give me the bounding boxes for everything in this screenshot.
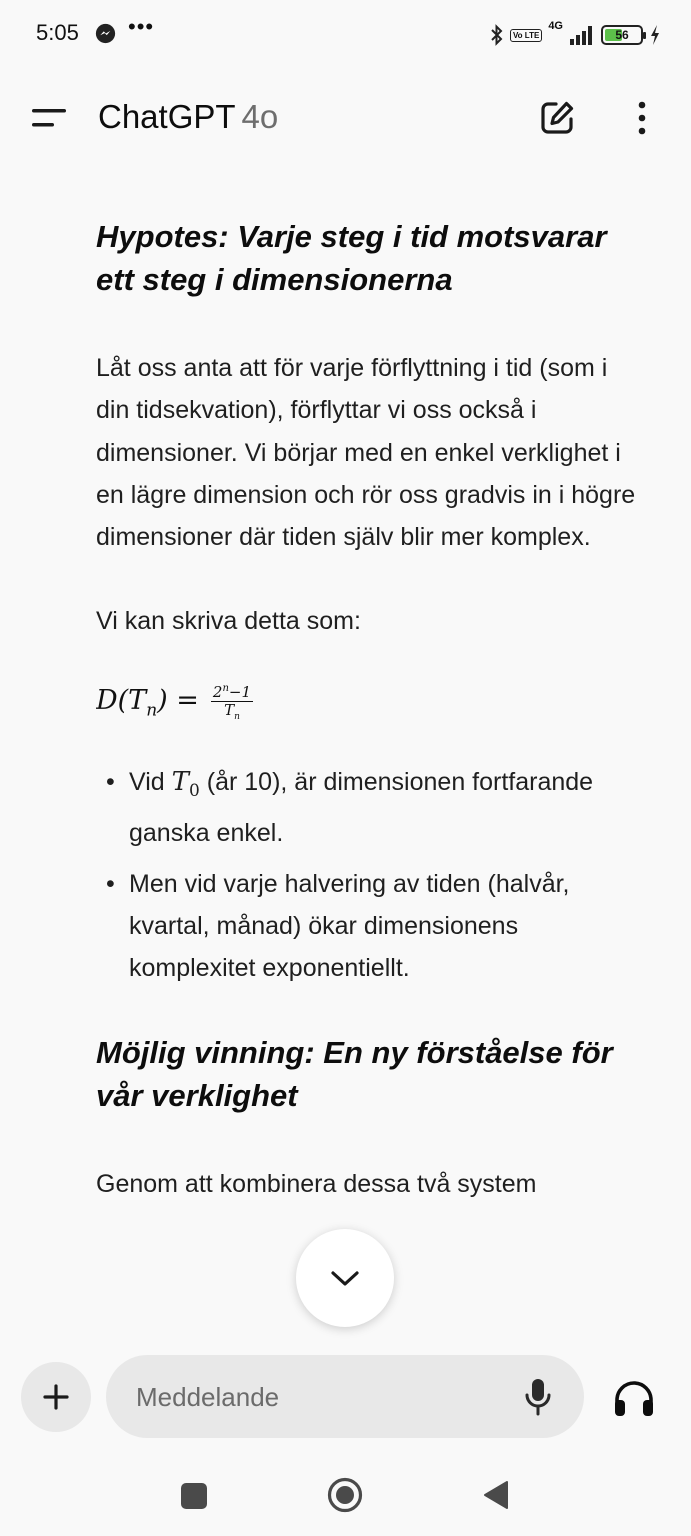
messenger-icon — [95, 23, 116, 44]
bullet-list — [96, 761, 646, 990]
back-button[interactable] — [482, 1479, 510, 1511]
paragraph-combine: Genom att kombinera dessa två system — [96, 1170, 537, 1199]
charging-icon — [649, 24, 661, 46]
status-time: 5:05 — [36, 20, 79, 45]
more-vertical-icon[interactable] — [628, 100, 656, 136]
status-icons — [490, 22, 661, 48]
formula-denominator: $T_n$ — [224, 700, 240, 722]
chevron-down-icon — [329, 1268, 361, 1288]
paragraph-intro: Låt oss anta att för varje förflyttning i tid (som i din tidsekvation), förflyttar vi oss också i dimensioner. Vi börjar med en enkel verklighet i en lägre dimension och rör oss gradvis in i högre dimensioner där tiden själv blir mer komplex. — [96, 354, 636, 552]
paragraph-formula-intro: Vi kan skriva detta som: — [96, 607, 361, 636]
list-item — [96, 761, 646, 855]
headphones-icon[interactable] — [612, 1378, 656, 1418]
formula-numerator: $2^n-1$ — [211, 680, 253, 702]
notification-dots: ••• — [128, 14, 155, 39]
navigation-bar — [0, 1450, 691, 1536]
add-attachment-button[interactable] — [21, 1362, 91, 1432]
mic-icon[interactable] — [523, 1377, 553, 1417]
bullet-text-after: (år 10), är dimensionen fortfarande ganska enkel. — [129, 767, 594, 848]
app-name: ChatGPT — [98, 98, 236, 135]
home-button[interactable] — [327, 1477, 363, 1513]
recent-apps-button[interactable] — [181, 1483, 207, 1509]
signal-icon — [569, 25, 595, 45]
heading-hypothesis: Hypotes: Varje steg i tid motsvarar ett steg i dimensionerna — [96, 219, 607, 297]
assistant-message — [96, 215, 646, 1345]
model-name: 4o — [241, 98, 279, 135]
plus-icon — [42, 1383, 70, 1411]
heading-possible-gain: Möjlig vinning: En ny förståelse för vår verklighet — [96, 1035, 613, 1114]
inline-math-t0: $T_0$ — [171, 766, 200, 801]
battery-icon — [601, 25, 643, 45]
volte-badge: Vo LTE — [510, 29, 542, 42]
list-item: • Men vid varje halvering av tiden (halvår, kvartal, månad) ökar dimensionens komplexitet exponentiellt. — [96, 863, 646, 990]
message-input[interactable] — [134, 1355, 498, 1440]
bullet-text-before: Vid — [129, 767, 165, 796]
scroll-down-button[interactable] — [296, 1229, 394, 1327]
battery-level: 56 — [615, 28, 629, 42]
message-field[interactable] — [106, 1355, 584, 1438]
app-title[interactable] — [98, 98, 278, 136]
edit-icon[interactable] — [537, 98, 577, 138]
formula-lhs: $D(T_n)$ = — [96, 685, 199, 721]
status-bar — [0, 0, 691, 70]
formula-fraction — [211, 680, 253, 726]
app-header — [0, 70, 691, 165]
formula — [96, 673, 646, 733]
network-type: 4G — [548, 20, 563, 32]
bluetooth-icon — [490, 24, 504, 46]
composer — [0, 1345, 691, 1450]
menu-icon[interactable] — [32, 106, 68, 130]
battery-cap — [643, 32, 646, 39]
